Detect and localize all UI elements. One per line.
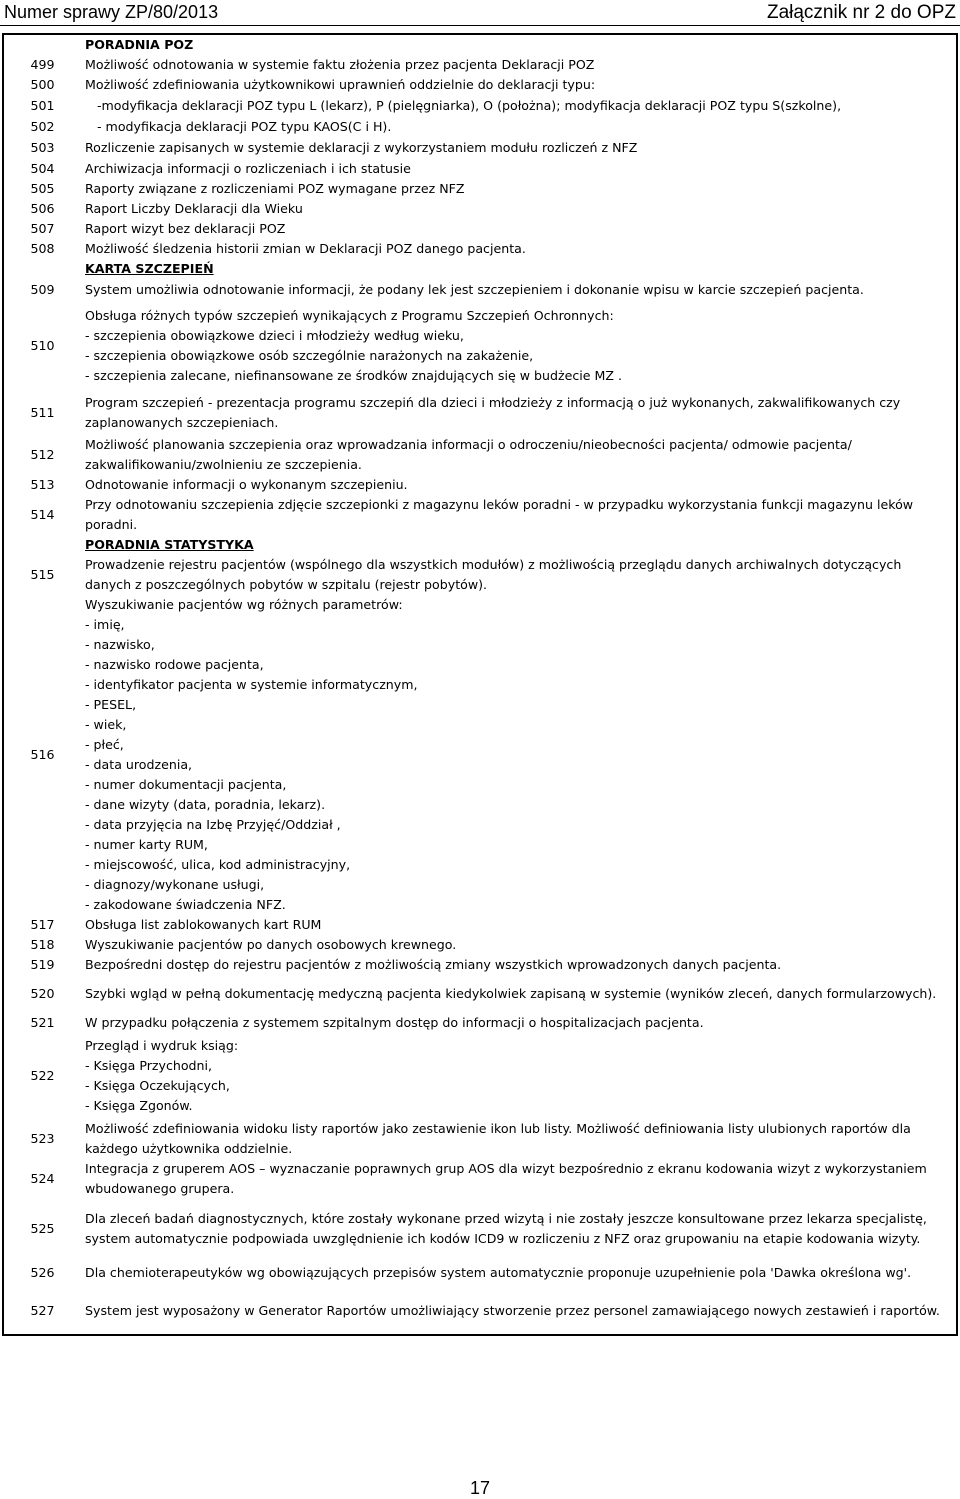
table-row [3,595,957,915]
description-line: Odnotowanie informacji o wykonanym szczepieniu. [85,477,408,492]
row-description [81,1199,957,1259]
description-line: PORADNIA STATYSTYKA [85,537,254,552]
description-line: - numer dokumentacji pacjenta, [85,777,287,792]
description-line: Możliwość śledzenia historii zmian w Deklaracji POZ danego pacjenta. [85,241,526,256]
table-row [3,1033,957,1119]
table-row [3,75,957,95]
description-line: System umożliwia odnotowanie informacji, że podany lek jest szczepieniem i dokonanie wpisu w karcie szczepień pacjenta. [85,282,864,297]
row-description [81,495,957,535]
description-line: Obsługa różnych typów szczepień wynikających z Programu Szczepień Ochronnych: [85,308,614,323]
description-line: -modyfikacja deklaracji POZ typu L (lekarz), P (pielęgniarka), O (położna); modyfikacja deklaracji POZ typu S(szkolne), [97,98,842,113]
table-row [3,975,957,1013]
description-line: Możliwość zdefiniowania widoku listy raportów jako zestawienie ikon lub listy. Możliwość definiowania listy ulubionych raportów dla każdego użytkownika oddzielnie. [85,1121,911,1156]
row-number: 519 [30,957,55,972]
row-number: 505 [30,181,55,196]
description-line: - wiek, [85,717,127,732]
row-description [81,475,957,495]
table-row [3,435,957,475]
row-description [81,34,957,55]
requirements-table [2,33,958,1336]
description-line: Rozliczenie zapisanych w systemie deklaracji z wykorzystaniem modułu rozliczeń z NFZ [85,140,638,155]
row-description [81,535,957,555]
table-row [3,55,957,75]
row-description [81,259,957,279]
row-description [81,1259,957,1287]
description-line: - dane wizyty (data, poradnia, lekarz). [85,797,326,812]
row-description [81,1119,957,1159]
description-line: - numer karty RUM, [85,837,208,852]
row-number: 514 [30,507,55,522]
row-number: 517 [30,917,55,932]
description-line: - płeć, [85,737,124,752]
case-number: Numer sprawy ZP/80/2013 [4,2,219,22]
description-line: - Księga Zgonów. [85,1098,193,1113]
row-description [81,137,957,159]
description-line: Archiwizacja informacji o rozliczeniach i ich statusie [85,161,411,176]
row-number: 509 [30,282,55,297]
row-number: 525 [30,1221,55,1236]
row-description [81,117,957,137]
row-description [81,935,957,955]
row-number: 499 [30,57,55,72]
row-number: 507 [30,221,55,236]
row-number: 522 [30,1068,55,1083]
row-description [81,435,957,475]
description-line: PORADNIA POZ [85,37,194,52]
description-line: - szczepienia obowiązkowe osób szczególnie narażonych na zakażenie, [85,348,534,363]
description-line: - nazwisko rodowe pacjenta, [85,657,264,672]
table-row [3,279,957,301]
description-line: - data urodzenia, [85,757,193,772]
attachment-label: Załącznik nr 2 do OPZ [766,2,956,23]
description-line: - diagnozy/wykonane usługi, [85,877,265,892]
row-description [81,219,957,239]
description-line: Przegląd i wydruk ksiąg: [85,1038,239,1053]
requirements-body [3,34,957,1335]
description-line: Raporty związane z rozliczeniami POZ wymagane przez NFZ [85,181,465,196]
row-description [81,301,957,391]
row-number: 518 [30,937,55,952]
row-description [81,159,957,179]
row-number: 510 [30,338,55,353]
row-description [81,391,957,435]
table-row [3,137,957,159]
row-description [81,1159,957,1199]
description-line: - nazwisko, [85,637,155,652]
description-line: - data przyjęcia na Izbę Przyjęć/Oddział , [85,817,341,832]
table-row [3,955,957,975]
row-number: 520 [30,986,55,1001]
row-description [81,95,957,117]
description-line: Możliwość planowania szczepienia oraz wprowadzania informacji o odroczeniu/nieobecności pacjenta/ odmowie pacjenta/ zakwalifikowaniu/zwolnieniu ze szczepienia. [85,437,852,472]
description-line: Raport Liczby Deklaracji dla Wieku [85,201,303,216]
description-line: Dla chemioterapeutyków wg obowiązujących przepisów system automatycznie proponuje uzupełnienie pola 'Dawka określona wg'. [85,1265,912,1280]
row-number: 504 [30,161,55,176]
row-number: 515 [30,567,55,582]
row-number: 527 [30,1302,55,1318]
description-line: - imię, [85,617,125,632]
description-line: Przy odnotowaniu szczepienia zdjęcie szczepionki z magazynu leków poradni - w przypadku wykorzystania funkcji magazynu leków poradni. [85,497,914,532]
description-line: System jest wyposażony w Generator Raportów umożliwiający stworzenie przez personel zamawiającego nowych zestawień i raportów. [85,1302,940,1318]
row-description [81,1013,957,1033]
row-description [81,75,957,95]
row-number: 521 [30,1015,55,1030]
row-description [81,555,957,595]
row-description [81,279,957,301]
row-description [81,975,957,1013]
description-line: KARTA SZCZEPIEŃ [85,261,214,276]
row-description [81,199,957,219]
description-line: Bezpośredni dostęp do rejestru pacjentów z możliwością zmiany wszystkich wprowadzonych danych pacjenta. [85,957,782,972]
page-header [0,0,960,28]
row-description [81,1033,957,1119]
description-line: - szczepienia zalecane, niefinansowane ze środków znajdujących się w budżecie MZ . [85,368,623,383]
table-row [3,1013,957,1033]
table-row [3,495,957,535]
table-row [3,915,957,935]
table-row [3,159,957,179]
table-row [3,475,957,495]
table-row [3,1287,957,1335]
description-line: - zakodowane świadczenia NFZ. [85,897,286,912]
table-row [3,219,957,239]
description-line: Raport wizyt bez deklaracji POZ [85,221,286,236]
table-row [3,555,957,595]
table-row [3,301,957,391]
row-number: 503 [30,140,55,155]
page-number: 17 [469,1478,491,1498]
description-line: Szybki wgląd w pełną dokumentację medyczną pacjenta kiedykolwiek zapisaną w systemie (wyników zleceń, danych formularzowych). [85,986,937,1001]
description-line: - PESEL, [85,697,137,712]
row-number [3,34,81,55]
table-row [3,179,957,199]
description-line: Możliwość odnotowania w systemie faktu złożenia przez pacjenta Deklaracji POZ [85,57,595,72]
table-row [3,1199,957,1259]
table-row [3,391,957,435]
table-row [3,1159,957,1199]
row-description [81,915,957,935]
description-line: Wyszukiwanie pacjentów po danych osobowych krewnego. [85,937,457,952]
row-number: 524 [30,1171,55,1186]
header-rule [0,25,960,26]
description-line: Wyszukiwanie pacjentów wg różnych parametrów: [85,597,403,612]
row-description [81,179,957,199]
row-number [3,259,81,279]
row-number: 513 [30,477,55,492]
table-row [3,199,957,219]
row-number: 506 [30,201,55,216]
description-line: - miejscowość, ulica, kod administracyjny, [85,857,351,872]
row-number: 502 [30,119,55,134]
description-line: - Księga Przychodni, [85,1058,213,1073]
row-description [81,955,957,975]
section-row [3,34,957,55]
row-description [81,239,957,259]
description-line: Możliwość zdefiniowania użytkownikowi uprawnień oddzielnie do deklaracji typu: [85,77,596,92]
description-line: Integracja z gruperem AOS – wyznaczanie poprawnych grup AOS dla wizyt bezpośrednio z ekranu kodowania wizyt z wykorzystaniem wbudowanego grupera. [85,1161,927,1196]
table-row [3,95,957,117]
row-number: 512 [30,447,55,462]
row-description [81,55,957,75]
table-row [3,1259,957,1287]
row-number: 501 [30,98,55,113]
description-line: - modyfikacja deklaracji POZ typu KAOS(C i H). [97,119,392,134]
table-row [3,239,957,259]
description-line: W przypadku połączenia z systemem szpitalnym dostęp do informacji o hospitalizacjach pacjenta. [85,1015,704,1030]
row-number: 508 [30,241,55,256]
table-row [3,935,957,955]
section-row [3,535,957,555]
table-row [3,1119,957,1159]
row-number: 523 [30,1131,55,1146]
row-description [81,595,957,915]
section-row [3,259,957,279]
row-number: 516 [30,747,55,762]
row-number: 511 [30,405,55,420]
row-number: 500 [30,77,55,92]
description-line: Prowadzenie rejestru pacjentów (wspólnego dla wszystkich modułów) z możliwością przeglądu danych archiwalnych dotyczących danych z poszczególnych pobytów w szpitalu (rejestr pobytów). [85,557,902,592]
description-line: Program szczepień - prezentacja programu szczepiń dla dzieci i młodzieży z informacją o już wykonanych, zakwalifikowanych czy zaplanowanych szczepieniach. [85,395,901,430]
row-number [3,535,81,555]
description-line: - identyfikator pacjenta w systemie informatycznym, [85,677,418,692]
description-line: - szczepienia obowiązkowe dzieci i młodzieży według wieku, [85,328,464,343]
description-line: - Księga Oczekujących, [85,1078,230,1093]
table-row [3,117,957,137]
row-number: 526 [30,1265,55,1280]
row-description [81,1287,957,1335]
description-line: Obsługa list zablokowanych kart RUM [85,917,322,932]
description-line: Dla zleceń badań diagnostycznych, które zostały wykonane przed wizytą i nie zostały jeszcze konsultowane przez lekarza specjalistę, system automatycznie podpowiada uwzględnienie ich kodów ICD9 w rozliczeniu z NFZ oraz grupowaniu na etapie kodowania wizyty. [85,1211,927,1246]
